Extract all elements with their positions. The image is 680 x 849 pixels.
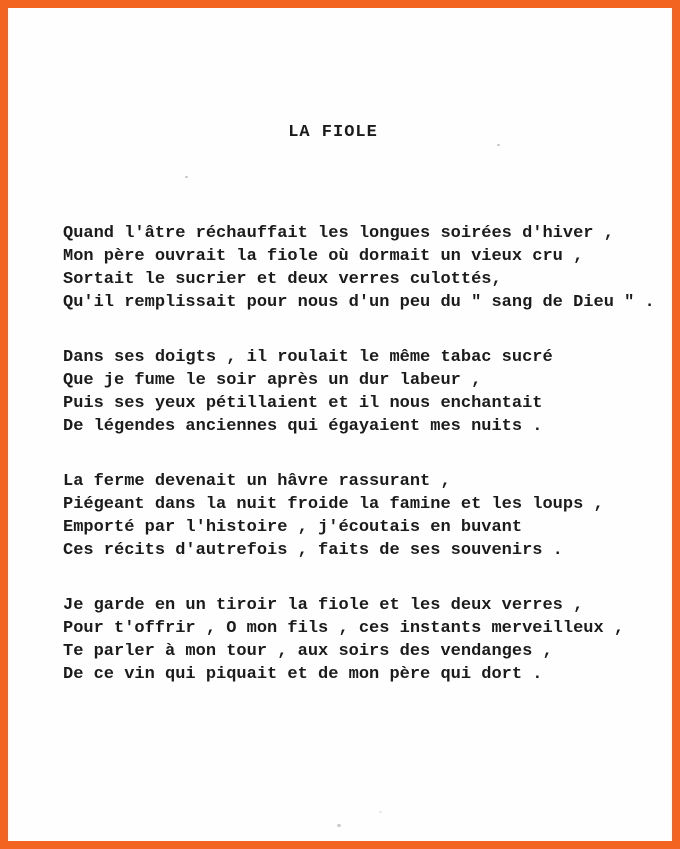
paper-speck (371, 478, 375, 480)
stanza-1 (63, 222, 655, 314)
poem-title: LA FIOLE (288, 123, 378, 142)
poem-line: Emporté par l'histoire , j'écoutais en buvant (63, 518, 523, 537)
poem-line: Te parler à mon tour , aux soirs des vendanges , (63, 642, 553, 661)
stanza-2 (63, 346, 652, 438)
poem-body (63, 222, 655, 718)
poem-line: La ferme devenait un hâvre rassurant , (63, 472, 451, 491)
poem-line: Pour t'offrir , O mon fils , ces instants merveilleux , (63, 619, 625, 638)
paper-speck (185, 176, 188, 178)
poem-line: Sortait le sucrier et deux verres culottés, (63, 270, 502, 289)
paper-speck (497, 144, 500, 146)
poem-line: De ce vin qui piquait et de mon père qui dort . (63, 665, 543, 684)
paper-speck (379, 811, 382, 813)
poem-line: Je garde en un tiroir la fiole et les deux verres , (63, 596, 584, 615)
stanza-3 (63, 470, 652, 562)
stanza-4 (63, 594, 652, 686)
poem-line: Quand l'âtre réchauffait les longues soirées d'hiver , (63, 224, 614, 243)
poem-line: Que je fume le soir après un dur labeur , (63, 371, 482, 390)
poem-line: Ces récits d'autrefois , faits de ses souvenirs . (63, 541, 563, 560)
poem-line: Mon père ouvrait la fiole où dormait un vieux cru , (63, 247, 584, 266)
poem-line: Puis ses yeux pétillaient et il nous enchantait (63, 394, 543, 413)
poem-line: De légendes anciennes qui égayaient mes nuits . (63, 417, 543, 436)
poem-line: Dans ses doigts , il roulait le même tabac sucré (63, 348, 553, 367)
paper-speck (337, 824, 341, 827)
poem-line: Piégeant dans la nuit froide la famine et les loups , (63, 495, 604, 514)
poem-line: Qu'il remplissait pour nous d'un peu du " sang de Dieu " . (63, 293, 655, 312)
